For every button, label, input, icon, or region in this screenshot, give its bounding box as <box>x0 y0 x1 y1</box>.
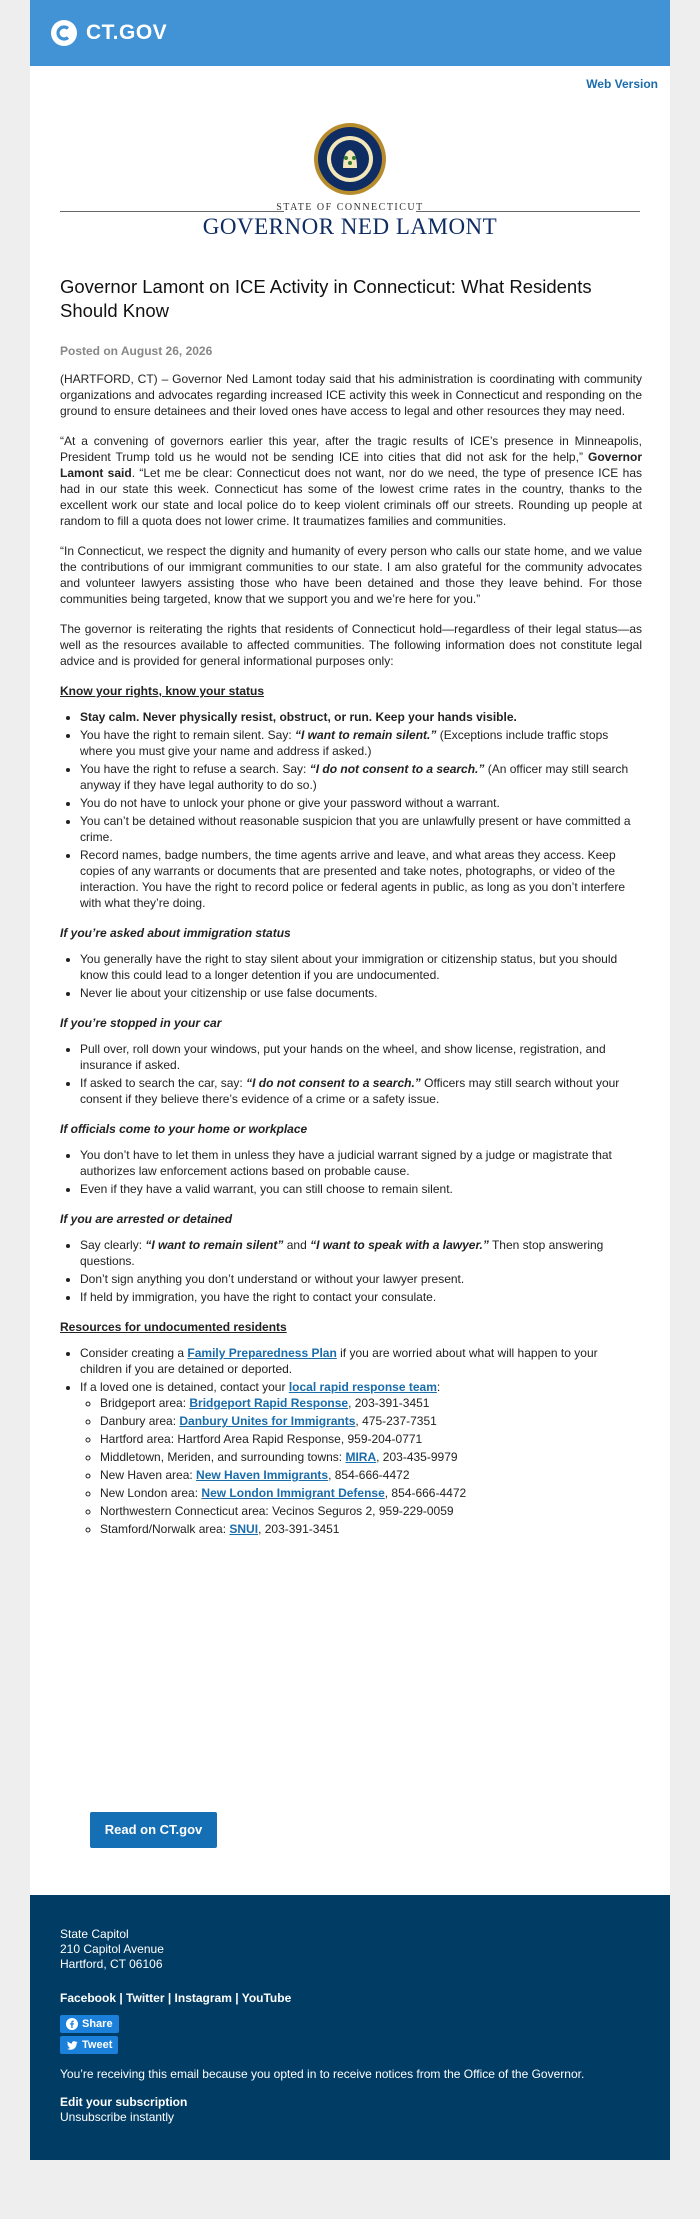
list-item: • You can’t be detained without reasonable suspicion that you are unlawfully present or have committed a crime. <box>80 813 642 845</box>
list-item: • Pull over, roll down your windows, put your hands on the wheel, and show license, registration, and insurance if asked. <box>80 1041 642 1073</box>
area-phone: , 854-666-4472 <box>328 1468 410 1482</box>
state-seal-icon <box>313 122 387 196</box>
list-item: • You generally have the right to stay silent about your immigration or citizenship status, but you should know this could lead to a longer detention if you are undocumented. <box>80 951 642 983</box>
area-item <box>100 1467 642 1483</box>
list-item: • Even if they have a valid warrant, you can still choose to remain silent. <box>80 1181 642 1197</box>
list-item-text: You have the right to refuse a search. Say: <box>80 762 310 776</box>
area-label: New Haven area: <box>100 1468 197 1482</box>
list-item <box>80 709 642 725</box>
area-label: Danbury area: <box>100 1414 180 1428</box>
paragraph-4: The governor is reiterating the rights that residents of Connecticut hold—regardless of their legal status—as well as the resources available to affected communities. The following information does not constitute legal advice and is provided for general informational purposes only: <box>60 622 642 668</box>
list-item-text: Consider creating a <box>80 1346 188 1360</box>
area-label: Hartford area: <box>100 1432 178 1446</box>
instagram-link[interactable]: Instagram <box>174 1991 232 2005</box>
quote-phrase: “I want to remain silent.” <box>295 728 437 742</box>
area-phone: , 203-435-9979 <box>376 1450 458 1464</box>
area-org: Hartford Area Rapid Response <box>177 1432 341 1446</box>
status-heading: If you’re asked about immigration status <box>60 926 291 940</box>
car-heading: If you’re stopped in your car <box>60 1016 222 1030</box>
list-item-text: You have the right to remain silent. Say: <box>80 728 296 742</box>
facebook-share-button[interactable] <box>60 2015 119 2033</box>
resources-heading: Resources for undocumented residents <box>60 1320 287 1334</box>
list-item <box>80 761 642 793</box>
article-title: Governor Lamont on ICE Activity in Connecticut: What Residents Should Know <box>60 276 592 321</box>
list-item <box>80 1345 642 1377</box>
youtube-link[interactable]: YouTube <box>241 1991 292 2005</box>
list-item-text: If a loved one is detained, contact your <box>80 1380 289 1394</box>
quote-text: “At a convening of governors earlier this year, after the tragic results of ICE’s presence in Minneapolis, President Trump told us he would not be sending ICE into cities that did not ask for the help,” <box>60 434 642 464</box>
arrested-heading: If you are arrested or detained <box>60 1212 233 1226</box>
status-list <box>60 951 642 1001</box>
list-item: • If held by immigration, you have the right to contact your consulate. <box>80 1289 642 1305</box>
footer-address <box>60 1927 164 1972</box>
address-line: State Capitol <box>60 1927 129 1941</box>
logo-text: CT.GOV <box>86 21 168 44</box>
address-line: Hartford, CT 06106 <box>60 1957 163 1971</box>
rights-heading: Know your rights, know your status <box>60 684 265 698</box>
area-item <box>100 1395 642 1411</box>
area-item <box>100 1485 642 1501</box>
facebook-link[interactable]: Facebook <box>60 1991 117 2005</box>
list-item-text: Stay calm. Never physically resist, obstruct, or run. Keep your hands visible. <box>80 710 517 724</box>
area-phone: , 959-229-0059 <box>372 1504 454 1518</box>
governor-name: GOVERNOR NED LAMONT <box>202 214 498 239</box>
area-item <box>100 1413 642 1429</box>
area-label: Stamford/Norwalk area: <box>100 1522 230 1536</box>
list-item-text: if you are worried about what will happen to your children if you are detained or deported. <box>80 1346 598 1376</box>
list-item-text: : <box>436 1380 441 1394</box>
edit-subscription-link[interactable]: Edit your subscription <box>60 2095 188 2109</box>
list-item: • Record names, badge numbers, the time agents arrive and leave, and what areas they access. Keep copies of any warrants or documents that are presented and take notes, photographs, or video of the interaction. You have the right to record police or federal agents in public, as long as you don’t interfere with what they’re doing. <box>80 847 642 911</box>
rapid-response-team-link[interactable]: local rapid response team <box>288 1380 437 1394</box>
car-list <box>60 1041 642 1107</box>
ct-logo-icon <box>50 19 78 47</box>
list-item-text: (Exceptions include traffic stops where you must give your name and address if asked.) <box>80 728 609 758</box>
list-item: • You do not have to unlock your phone or give your password without a warrant. <box>80 795 642 811</box>
separator: | <box>116 1991 127 2005</box>
list-item-text: Then stop answering questions. <box>80 1238 604 1268</box>
read-on-ct-gov-button[interactable]: Read on CT.gov <box>90 1812 217 1848</box>
quote-phrase: “I want to speak with a lawyer.” <box>310 1238 489 1252</box>
area-link[interactable]: Danbury Unites for Immigrants <box>179 1414 356 1428</box>
posted-date: Posted on August 26, 2026 <box>60 344 213 358</box>
share-label: Share <box>82 2017 113 2030</box>
quote-phrase: “I want to remain silent” <box>145 1238 284 1252</box>
paragraph-3: “In Connecticut, we respect the dignity and humanity of every person who calls our state home, and we value the contributions of our immigrant communities to our state. I am also grateful for the community advocates and volunteer lawyers assisting those who have been detained and those they leave behind. For those communities being targeted, know that we support you and we’re here for you.” <box>60 544 642 606</box>
email-frame <box>30 0 670 2160</box>
web-version-link[interactable]: Web Version <box>586 77 658 91</box>
list-item <box>80 727 642 759</box>
area-label: Northwestern Connecticut area: <box>100 1504 273 1518</box>
area-phone: , 203-391-3451 <box>348 1396 430 1410</box>
list-item <box>80 1237 642 1269</box>
family-preparedness-plan-link[interactable]: Family Preparedness Plan <box>187 1346 337 1360</box>
area-item <box>100 1449 642 1465</box>
twitter-bird-icon <box>66 2039 78 2051</box>
separator: | <box>231 1991 242 2005</box>
list-item-text: Officers may still search without your consent if they believe there’s evidence of a crime or a safety issue. <box>80 1076 620 1106</box>
resources-list <box>60 1345 642 1537</box>
article-body <box>60 275 642 1551</box>
site-header <box>30 0 670 66</box>
arrested-list <box>60 1237 642 1305</box>
list-item: • Don’t sign anything you don’t understand or without your lawyer present. <box>80 1271 642 1287</box>
ct-gov-logo[interactable] <box>50 19 167 47</box>
area-phone: , 854-666-4472 <box>384 1486 467 1500</box>
area-item <box>100 1503 642 1519</box>
quote-phrase: “I do not consent to a search.” <box>309 762 485 776</box>
area-label: Middletown, Meriden, and surrounding towns: <box>100 1450 346 1464</box>
home-list <box>60 1147 642 1197</box>
twitter-link[interactable]: Twitter <box>126 1991 165 2005</box>
area-label: New London area: <box>100 1486 202 1500</box>
area-org: Vecinos Seguros 2 <box>272 1504 373 1518</box>
list-item: • Never lie about your citizenship or use false documents. <box>80 985 642 1001</box>
state-of-connecticut-label: STATE OF CONNECTICUT <box>276 202 424 213</box>
email-footer <box>30 1895 670 2160</box>
separator: | <box>164 1991 175 2005</box>
paragraph-2 <box>60 433 642 529</box>
home-heading: If officials come to your home or workplace <box>60 1122 308 1136</box>
list-item <box>80 1379 642 1537</box>
list-item-text: If asked to search the car, say: <box>80 1076 247 1090</box>
address-line: 210 Capitol Avenue <box>60 1942 164 1956</box>
area-link[interactable]: MIRA <box>345 1450 377 1464</box>
tweet-label: Tweet <box>82 2038 113 2051</box>
area-phone: , 203-391-3451 <box>258 1522 340 1536</box>
area-label: Bridgeport area: <box>100 1396 190 1410</box>
list-item <box>80 1075 642 1107</box>
subscription-notice: You’re receiving this email because you opted in to receive notices from the Office of the Governor. <box>60 2067 585 2081</box>
list-item-text: Say clearly: <box>80 1238 146 1252</box>
area-link[interactable]: SNUI <box>229 1522 259 1536</box>
facebook-icon <box>66 2018 78 2030</box>
area-phone: , 959-204-0771 <box>340 1432 423 1446</box>
quote-phrase: “I do not consent to a search.” <box>246 1076 421 1090</box>
quote-text: . “Let me be clear: Connecticut does not want, nor do we need, the type of presence ICE has had in our state this week. Connecticut has some of the lowest crime rates in the country, thanks to the excellent work our state and local police do to keep violent criminals off our streets. Rounding up people at random to fill a quota does not lower crime. It traumatizes families and communities. <box>60 466 642 528</box>
paragraph-1: (HARTFORD, CT) – Governor Ned Lamont today said that his administration is coordinating with community organizations and advocates regarding increased ICE activity this week in Connecticut and responding on the ground to ensure detainees and their loved ones have access to legal and other resources they may need. <box>60 372 642 418</box>
social-links <box>60 1991 291 2006</box>
area-phone: , 475-237-7351 <box>355 1414 437 1428</box>
speaker: Governor Lamont said <box>60 450 642 480</box>
list-item-text: and <box>283 1238 311 1252</box>
tweet-button[interactable] <box>60 2036 118 2054</box>
list-item-text: (An officer may still search anyway if they have legal authority to do so.) <box>80 762 629 792</box>
list-item: • You don’t have to let them in unless they have a judicial warrant signed by a judge or magistrate that authorizes law enforcement actions based on probable cause. <box>80 1147 642 1179</box>
area-item <box>100 1521 642 1537</box>
unsubscribe-link[interactable]: Unsubscribe instantly <box>60 2110 175 2124</box>
rapid-response-areas <box>80 1395 642 1537</box>
area-link[interactable]: New London Immigrant Defense <box>201 1486 385 1500</box>
rights-list <box>60 709 642 911</box>
area-link[interactable]: Bridgeport Rapid Response <box>189 1396 349 1410</box>
area-link[interactable]: New Haven Immigrants <box>196 1468 329 1482</box>
area-item <box>100 1431 642 1447</box>
